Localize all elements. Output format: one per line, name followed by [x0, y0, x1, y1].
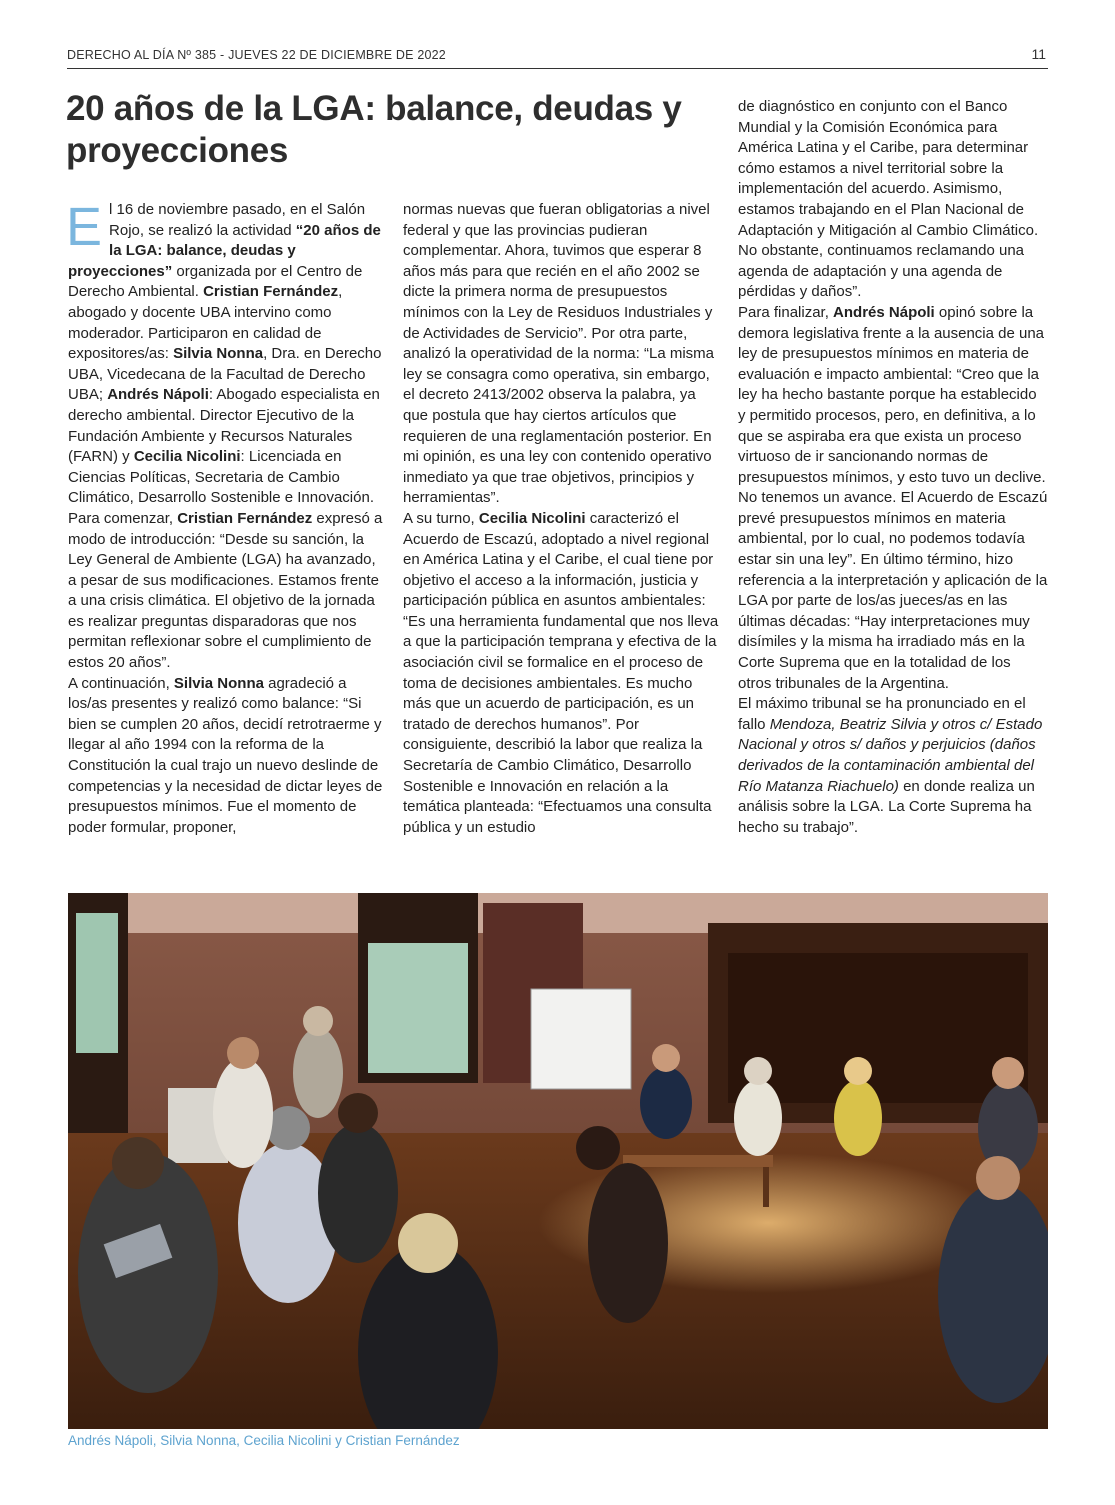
- article-column-1: [66, 197, 386, 838]
- body-text: El máximo tribunal se ha pronunciado en el fallo: [738, 695, 1026, 733]
- body-text: : Licenciada en Ciencias Políticas, Secretaria de Cambio Climático, Desarrollo Sostenible e Innovación.: [68, 448, 374, 507]
- column-2-text: [403, 200, 721, 838]
- bold-text: Cristian Fernández: [177, 509, 313, 527]
- bold-text: Andrés Nápoli: [833, 303, 935, 321]
- header-publication-line: [67, 48, 446, 62]
- body-text: caracterizó el Acuerdo de Escazú, adoptado a nivel regional en América Latina y el Caribe, el cual tiene por objetivo el acceso a la información, justicia y participación pública en asuntos ambientales: “Es una herramienta fundamental que nos lleva a que la participación temprana y efectiva de la asociación civil se formalice en el proceso de toma de decisiones ambientales. Es mucho más que un acuerdo de participación, es un tratado de derechos humanos”. Por consiguiente, describió la labor que realiza la Secretaría de Cambio Climático, Desarrollo Sostenible e Innovación en relación a la temática planteada: “Efectuamos una consulta pública y un estudio: [403, 509, 719, 836]
- body-text: agradeció a los/as presentes y realizó como balance: “Si bien se cumplen 20 años, decidí retrotraerme y llegar al año 1994 con la reforma de la Constitución la cual trajo un nuevo deslinde de competencias y la necesidad de dictar leyes de presupuestos mínimos. Fue el momento de poder formular, proponer,: [68, 674, 383, 836]
- bold-text: Silvia Nonna: [173, 674, 264, 692]
- body-text: l 16 de noviembre pasado, en el Salón Rojo, se realizó la actividad: [109, 201, 366, 239]
- body-text: organizada por el Centro de Derecho Ambiental.: [68, 262, 363, 301]
- publication-date: JUEVES 22 DE DICIEMBRE DE 2022: [228, 48, 446, 62]
- italic-text: Mendoza, Beatriz Silvia y otros c/ Estado Nacional y otros s/ daños y perjuicios (daños derivados de la contaminación ambiental del Río Matanza Riachuelo): [738, 715, 1043, 795]
- event-photo-illustration: [68, 893, 1048, 1429]
- running-header: [67, 48, 1048, 69]
- body-text: de diagnóstico en conjunto con el Banco Mundial y la Comisión Económica para América Latina y el Caribe, para determinar cómo estamos a nivel territorial sobre la implementación del acuerdo. Asimismo, estamos trabajando en el Plan Nacional de Adaptación y Mitigación al Cambio Climático. No obstante, continuamos reclamando una agenda de adaptación y una agenda de pérdidas y daños”.: [738, 98, 1039, 301]
- drop-cap: E: [66, 197, 103, 257]
- event-photo: [68, 893, 1048, 1429]
- col1-body: [66, 197, 383, 836]
- body-text: A continuación,: [68, 674, 174, 692]
- column-3-text: [738, 97, 1048, 838]
- body-text: normas nuevas que fueran obligatorias a nivel federal y que las provincias pudieran complementar. Ahora, tuvimos que esperar 8 años más para que recién en el año 2002 se dicte la primera norma de presupuestos mínimos con la Ley de Residuos Industriales y de Actividades de Servicio”. Por otra parte, analizó la operatividad de la norma: “La misma ley se consagra como operativa, sin embargo, el decreto 2413/2002 observa la palabra, ya que postula que hay ciertos artículos que requieren de una reglamentación posterior. En mi opinión, es una ley con contenido operativo inmediato ya que trae objetivos, principios y herramientas”.: [403, 201, 714, 507]
- body-text: expresó a modo de introducción: “Desde su sanción, la Ley General de Ambiente (LGA) ha avanzado, a pesar de sus modificaciones. Estamos frente a una crisis climática. El objetivo de la jornada es realizar preguntas disparadoras que nos permitan reflexionar sobre el cumplimiento de estos 20 años”.: [68, 509, 383, 672]
- bold-text: Andrés Nápoli: [107, 386, 209, 404]
- body-text: , abogado y docente UBA intervino como moderador. Participaron en calidad de expositores/as:: [68, 283, 343, 363]
- col2-body: [403, 201, 718, 836]
- body-text: , Dra. en Derecho UBA, Vicedecana de la Facultad de Derecho UBA;: [68, 345, 382, 404]
- article-column-3: [738, 97, 1048, 838]
- body-text: : Abogado especialista en derecho ambiental. Director Ejecutivo de la Fundación Ambiente y Recursos Naturales (FARN) y: [68, 386, 380, 466]
- body-text: Para finalizar,: [738, 303, 834, 321]
- article-title: 20 años de la LGA: balance, deudas y proyecciones: [66, 89, 682, 170]
- column-1-text: [66, 197, 386, 838]
- bold-text: Cecilia Nicolini: [478, 509, 586, 527]
- bold-text: Cecilia Nicolini: [133, 448, 241, 466]
- bold-text: Silvia Nonna: [173, 345, 264, 363]
- body-text: A su turno,: [403, 509, 479, 527]
- body-text: opinó sobre la demora legislativa frente a la ausencia de una ley de presupuestos mínimos en materia de evaluación e impacto ambiental: “Creo que la ley ha hecho bastante porque ha establecido y permitido procesos, pero, en definitiva, a lo que se aspiraba era que exista un proceso virtuoso de ir sancionando normas de presupuestos mínimos, y esto tuvo un declive. No tenemos un avance. El Acuerdo de Escazú prevé presupuestos mínimos en materia ambiental, por lo cual, no podemos todavía estar sin una ley”. En último término, hizo referencia a la interpretación y aplicación de la LGA por parte de los/as jueces/as en las últimas décadas: “Hay interpretaciones muy disímiles y la misma ha irradiado más en la Corte Suprema que en la totalidad de los otros tribunales de la Argentina.: [738, 303, 1048, 692]
- bold-text: “20 años de la LGA: balance, deudas y proyecciones”: [68, 221, 381, 280]
- header-separator: -: [216, 48, 229, 62]
- body-text: Para comenzar,: [68, 509, 178, 527]
- photo-caption: Andrés Nápoli, Silvia Nonna, Cecilia Nicolini y Cristian Fernández: [68, 1433, 460, 1448]
- bold-text: Cristian Fernández: [203, 283, 339, 301]
- col3-body: [738, 98, 1047, 836]
- page-number: 11: [1031, 46, 1046, 62]
- article-column-2: [403, 200, 721, 838]
- body-text: en donde realiza un análisis sobre la LGA. La Corte Suprema ha hecho su trabajo”.: [738, 777, 1035, 836]
- publication-name: DERECHO AL DÍA Nº 385: [67, 48, 217, 62]
